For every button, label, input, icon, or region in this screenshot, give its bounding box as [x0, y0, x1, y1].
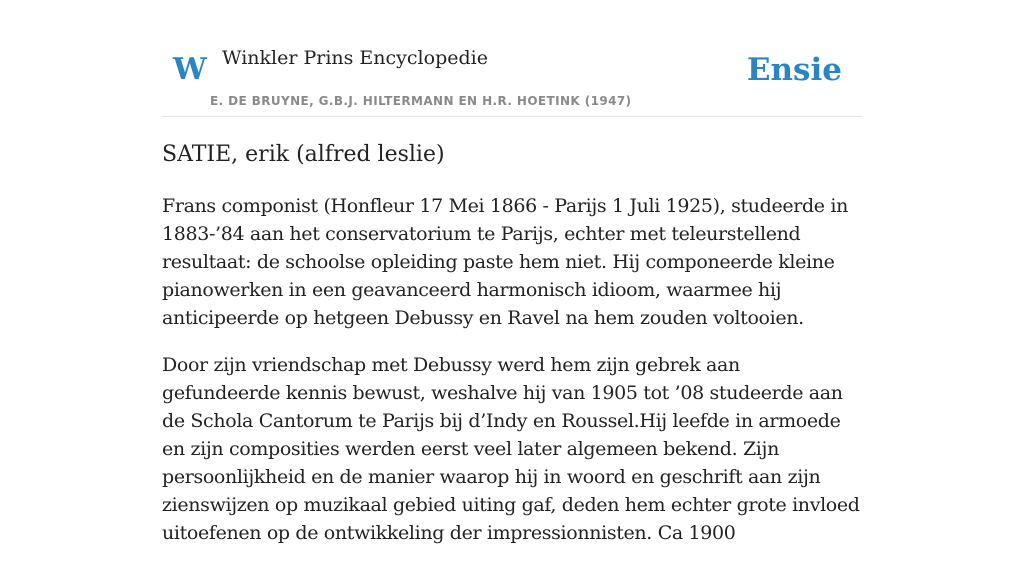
source-header: [162, 40, 862, 117]
article-title: SATIE, erik (alfred leslie): [162, 142, 445, 167]
ensie-logo[interactable]: Ensie: [746, 52, 842, 88]
source-title[interactable]: Winkler Prins Encyclopedie: [222, 47, 488, 69]
article-paragraph: Door zijn vriendschap met Debussy werd hem zijn gebrek aan gefundeerde kennis bewust, weshalve hij van 1905 tot ’08 studeerde aan de Schola Cantorum te Parijs bij d’Indy en Roussel.Hij leefde in armoede en zijn composities werden eerst veel later algemeen bekend. Zijn persoonlijkheid en de manier waarop hij in woord en geschrift aan zijn zienswijzen op muzikaal gebied uiting gaf, deden hem echter grote invloed uitoefenen op de ontwikkeling der impressionnisten. Ca 1900: [162, 354, 860, 544]
winkler-prins-logo-icon[interactable]: W: [173, 52, 207, 87]
article-paragraph: Frans componist (Honfleur 17 Mei 1866 - Parijs 1 Juli 1925), studeerde in 1883-’84 aan het conservatorium te Parijs, echter met teleurstellend resultaat: de schoolse opleiding paste hem niet. Hij componeerde kleine pianowerken in een geavanceerd harmonisch idioom, waarmee hij anticipeerde op hetgeen Debussy en Ravel na hem zouden voltooien.: [162, 195, 848, 329]
article-body: [162, 192, 862, 566]
source-authors: E. DE BRUYNE, G.B.J. HILTERMANN EN H.R. HOETINK (1947): [210, 94, 632, 108]
